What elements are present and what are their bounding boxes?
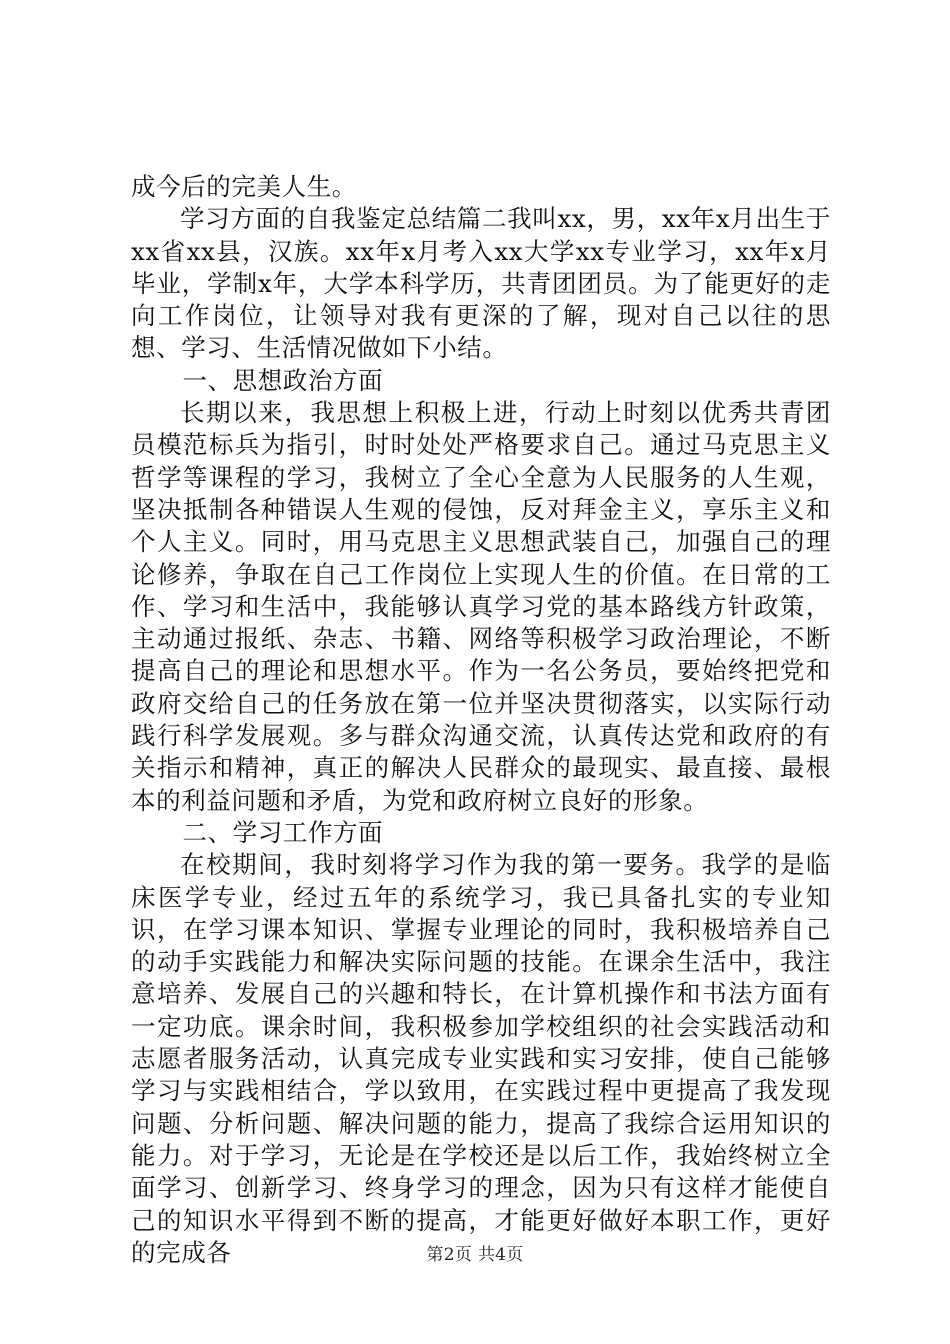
document-body <box>131 171 831 1269</box>
section-heading-study-work: 二、学习工作方面 <box>182 817 384 847</box>
paragraph-intro: 学习方面的自我鉴定总结篇二我叫xx，男，xx年x月出生于xx省xx县，汉族。xx年x月考入xx大学xx专业学习，xx年x月毕业，学制x年，大学本科学历，共青团团员。为了能更好的走向工作岗位，让领导对我有更深的了解，现对自己以往的思想、学习、生活情况做如下小结。 <box>131 204 831 363</box>
section-heading-political: 一、思想政治方面 <box>182 365 384 395</box>
paragraph-political: 长期以来，我思想上积极上进，行动上时刻以优秀共青团员模范标兵为指引，时时处处严格要求自己。通过马克思主义哲学等课程的学习，我树立了全心全意为人民服务的人生观，坚决抵制各种错误人生观的侵蚀，反对拜金主义，享乐主义和个人主义。同时，用马克思主义思想武装自己，加强自己的理论修养，争取在自己工作岗位上实现人生的价值。在日常的工作、学习和生活中，我能够认真学习党的基本路线方针政策，主动通过报纸、杂志、书籍、网络等积极学习政治理论，不断提高自己的理论和思想水平。作为一名公务员，要始终把党和政府交给自己的任务放在第一位并坚决贯彻落实，以实际行动践行科学发展观。多与群众沟通交流，认真传达党和政府的有关指示和精神，真正的解决人民群众的最现实、最直接、最根本的利益问题和矛盾，为党和政府树立良好的形象。 <box>131 398 831 815</box>
paragraph-continuation: 成今后的完美人生。 <box>131 172 357 201</box>
paragraph-study-work: 在校期间，我时刻将学习作为我的第一要务。我学的是临床医学专业，经过五年的系统学习，我已具备扎实的专业知识，在学习课本知识、掌握专业理论的同时，我积极培养自己的动手实践能力和解决实际问题的技能。在课余生活中，我注意培养、发展自己的兴趣和特长，在计算机操作和书法方面有一定功底。课余时间，我积极参加学校组织的社会实践活动和志愿者服务活动，认真完成专业实践和实习安排，使自己能够学习与实践相结合，学以致用，在实践过程中更提高了我发现问题、分析问题、解决问题的能力，提高了我综合运用知识的能力。对于学习，无论是在学校还是以后工作，我始终树立全面学习、创新学习、终身学习的理念，因为只有这样才能使自己的知识水平得到不断的提高，才能更好做好本职工作，更好的完成各 <box>131 850 831 1267</box>
page-footer: 第2页 共4页 <box>426 1245 524 1265</box>
